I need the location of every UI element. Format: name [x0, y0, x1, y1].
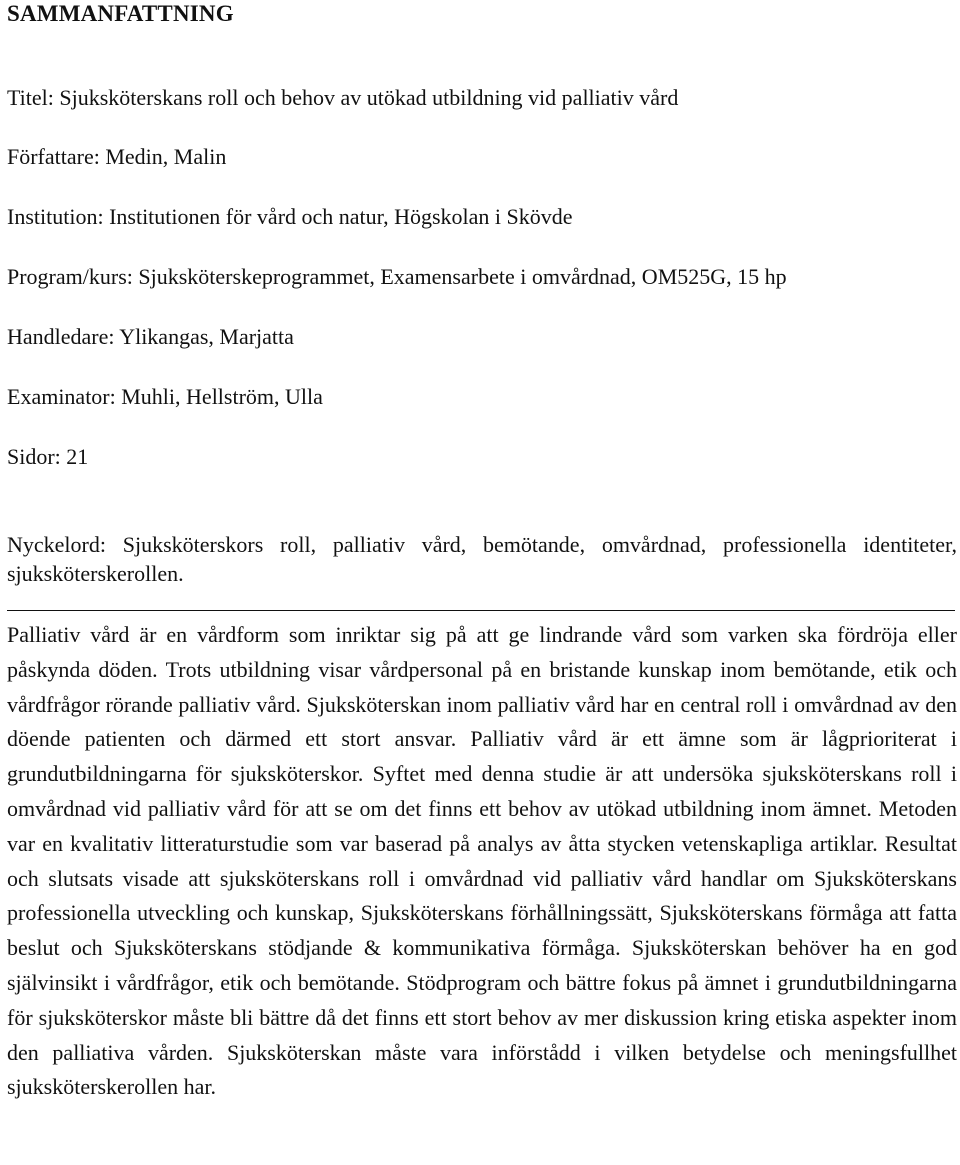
meta-keywords-label: Nyckelord: — [7, 532, 106, 557]
meta-supervisor — [7, 323, 294, 351]
abstract-paragraph: Palliativ vård är en vårdform som inriktar sig på att ge lindrande vård som varken ska fördröja eller påskynda döden. Trots utbildning visar vårdpersonal på en bristande kunskap inom bemötande, etik och vårdfrågor rörande palliativ vård. Sjuksköterskan inom palliativ vård har en central roll i omvårdnad av den döende patienten och därmed ett stort ansvar. Palliativ vård är ett ämne som är lågprioriterat i grundutbildningarna för sjuksköterskor. Syftet med denna studie är att undersöka sjuksköterskans roll i omvårdnad vid palliativ vård för att se om det finns ett behov av utökad utbildning inom ämnet. Metoden var en kvalitativ litteraturstudie som var baserad på analys av åtta stycken vetenskapliga artiklar. Resultat och slutsats visade att sjuksköterskans roll i omvårdnad vid palliativ vård handlar om Sjuksköterskans professionella utveckling och kunskap, Sjuksköterskans förhållningssätt, Sjuksköterskans förmåga att fatta beslut och Sjuksköterskans stödjande & kommunikativa förmåga. Sjuksköterskan behöver ha en god självinsikt i vårdfrågor, etik och bemötande. Stödprogram och bättre fokus på ämnet i grundutbildningarna för sjuksköterskor måste bli bättre då det finns ett stort behov av mer diskussion kring etiska aspekter inom den palliativa vården. Sjuksköterskan måste vara införstådd i vilken betydelse och meningsfullhet sjuksköterskerollen har. — [7, 622, 957, 1100]
meta-pages-label: Sidor: — [7, 444, 61, 469]
meta-author — [7, 143, 226, 171]
meta-title — [7, 84, 678, 112]
meta-pages — [7, 443, 88, 471]
section-divider — [7, 610, 955, 611]
meta-keywords-value: Sjuksköterskors roll, palliativ vård, bemötande, omvårdnad, professionella identiteter, sjuksköterskerollen. — [7, 532, 957, 586]
meta-title-value: Sjuksköterskans roll och behov av utökad utbildning vid palliativ vård — [59, 85, 679, 110]
meta-title-label: Titel: — [7, 85, 54, 110]
meta-supervisor-value: Ylikangas, Marjatta — [119, 324, 294, 349]
meta-institution-value: Institutionen för vård och natur, Högskolan i Skövde — [109, 204, 573, 229]
meta-institution — [7, 203, 573, 231]
meta-examiner-value: Muhli, Hellström, Ulla — [121, 384, 323, 409]
meta-pages-value: 21 — [66, 444, 89, 469]
meta-program-label: Program/kurs: — [7, 264, 133, 289]
document-heading: SAMMANFATTNING — [7, 1, 234, 26]
meta-program — [7, 263, 787, 291]
meta-supervisor-label: Handledare: — [7, 324, 115, 349]
meta-institution-label: Institution: — [7, 204, 104, 229]
meta-author-value: Medin, Malin — [105, 144, 227, 169]
meta-program-value: Sjuksköterskeprogrammet, Examensarbete i omvårdnad, OM525G, 15 hp — [138, 264, 787, 289]
meta-examiner — [7, 383, 323, 411]
meta-author-label: Författare: — [7, 144, 100, 169]
meta-keywords — [7, 530, 957, 588]
meta-examiner-label: Examinator: — [7, 384, 116, 409]
